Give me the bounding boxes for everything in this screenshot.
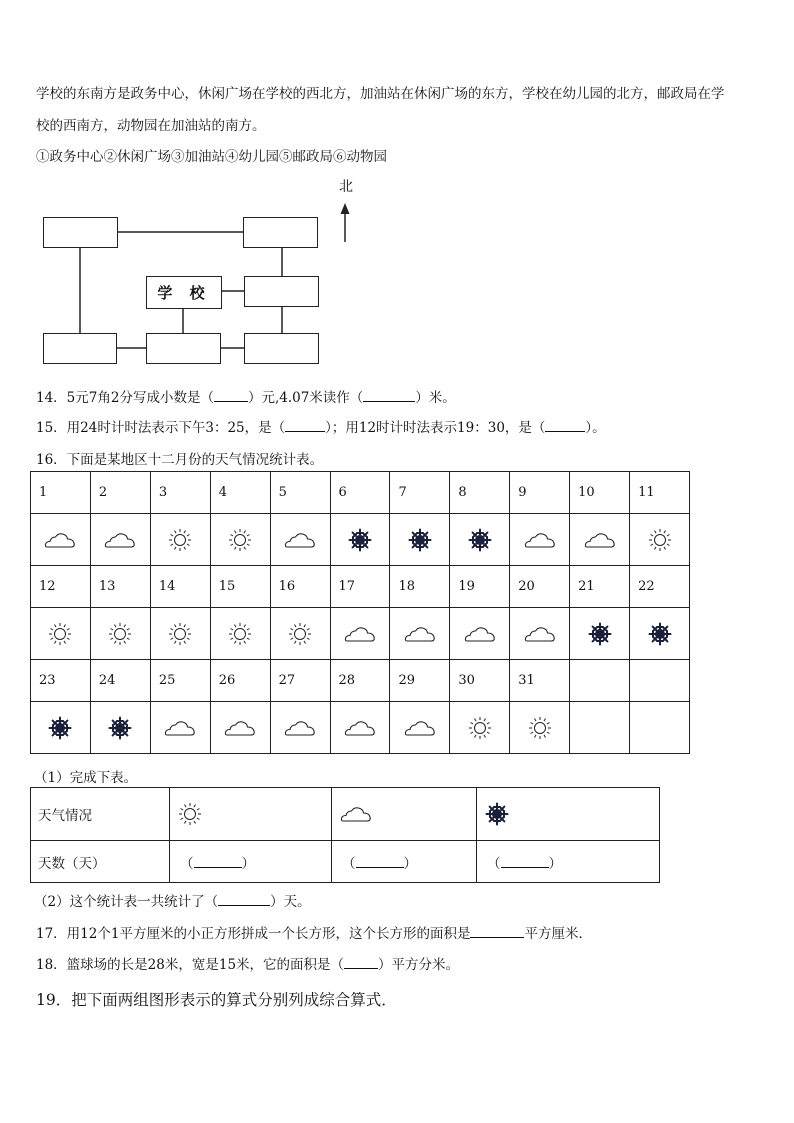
sub-question-2: （2）这个统计表一共统计了（ ）天。	[34, 894, 311, 910]
weather-cell	[330, 702, 390, 754]
weather-cell	[90, 702, 150, 754]
cloud-icon	[524, 529, 556, 551]
snowflake-icon	[468, 528, 492, 552]
weather-summary-table	[30, 787, 660, 883]
calendar-day-row	[31, 660, 690, 702]
summary-label-days: 天数（天）	[31, 841, 170, 883]
day-number-cell	[630, 660, 690, 702]
weather-cell	[150, 514, 210, 566]
question-17: 17．用12个1平方厘米的小正方形拼成一个长方形，这个长方形的面积是 平方厘米．	[36, 926, 592, 942]
day-number-cell: 3	[150, 472, 210, 514]
sun-icon	[228, 622, 252, 646]
day-number-cell: 2	[90, 472, 150, 514]
calendar-day-row	[31, 566, 690, 608]
day-number-cell: 17	[330, 566, 390, 608]
snowflake-icon	[408, 528, 432, 552]
snowflake-icon	[48, 716, 72, 740]
weather-cell	[270, 702, 330, 754]
summary-icon-cell	[332, 788, 477, 841]
calendar-weather-row	[31, 608, 690, 660]
day-number-cell: 19	[450, 566, 510, 608]
weather-cell	[570, 608, 630, 660]
intro-line-2: 校的西南方，动物园在加油站的南方。	[36, 118, 266, 134]
day-number-cell: 25	[150, 660, 210, 702]
weather-cell	[450, 514, 510, 566]
day-number-cell: 13	[90, 566, 150, 608]
sun-icon	[168, 528, 192, 552]
sun-icon	[48, 622, 72, 646]
answer-blank[interactable]	[363, 401, 415, 402]
weather-cell	[210, 702, 270, 754]
day-number-cell: 26	[210, 660, 270, 702]
day-number-cell: 23	[31, 660, 91, 702]
map-connectors	[0, 0, 794, 380]
cloud-icon	[344, 717, 376, 739]
weather-cell	[31, 608, 91, 660]
question-19: 19．把下面两组图形表示的算式分别列成综合算式．	[36, 991, 397, 1009]
summary-label-weather: 天气情况	[31, 788, 170, 841]
answer-blank[interactable]	[470, 937, 524, 938]
weather-calendar-table	[30, 471, 690, 754]
question-18: 18．篮球场的长是28米，宽是15米，它的面积是（ ）平方分米。	[36, 957, 460, 973]
weather-cell	[90, 514, 150, 566]
sun-icon	[648, 528, 672, 552]
day-number-cell: 24	[90, 660, 150, 702]
weather-cell	[210, 608, 270, 660]
day-number-cell: 31	[510, 660, 570, 702]
map-box-southeast	[244, 333, 319, 364]
weather-cell	[450, 608, 510, 660]
snow-weather-icon	[485, 806, 509, 822]
day-number-cell: 21	[570, 566, 630, 608]
cloud-icon	[284, 529, 316, 551]
weather-cell	[570, 514, 630, 566]
weather-cell	[450, 702, 510, 754]
summary-days-cell: （ ）	[332, 841, 477, 883]
day-number-cell: 11	[630, 472, 690, 514]
sun-icon	[108, 622, 132, 646]
school-box: 学 校	[146, 276, 222, 309]
weather-cell	[150, 702, 210, 754]
cloud-icon	[344, 623, 376, 645]
weather-cell	[390, 608, 450, 660]
day-number-cell: 27	[270, 660, 330, 702]
day-number-cell: 15	[210, 566, 270, 608]
answer-blank[interactable]	[501, 867, 549, 868]
weather-cell	[31, 702, 91, 754]
answer-blank[interactable]	[214, 401, 248, 402]
weather-cell	[150, 608, 210, 660]
sub-question-1: （1）完成下表。	[34, 770, 138, 786]
map-box-southwest	[43, 333, 117, 364]
sunny-weather-icon	[178, 806, 202, 822]
day-number-cell: 12	[31, 566, 91, 608]
day-number-cell: 8	[450, 472, 510, 514]
map-box-east	[244, 276, 319, 307]
weather-cell	[630, 514, 690, 566]
weather-cell	[90, 608, 150, 660]
answer-blank[interactable]	[545, 431, 585, 432]
weather-cell	[31, 514, 91, 566]
calendar-weather-row	[31, 702, 690, 754]
summary-days-cell: （ ）	[477, 841, 660, 883]
question-14: 14．5元7角2分写成小数是（ ）元,4.07米读作（ ）米。	[36, 390, 456, 406]
sun-icon	[178, 802, 202, 826]
cloud-icon	[524, 623, 556, 645]
weather-cell	[510, 608, 570, 660]
sun-icon	[528, 716, 552, 740]
weather-cell	[210, 514, 270, 566]
cloud-icon	[224, 717, 256, 739]
intro-line-1: 学校的东南方是政务中心，休闲广场在学校的西北方，加油站在休闲广场的东方，学校在幼儿园的北方，邮政局在学	[36, 86, 725, 102]
day-number-cell	[570, 660, 630, 702]
day-number-cell: 1	[31, 472, 91, 514]
sun-icon	[468, 716, 492, 740]
cloud-icon	[104, 529, 136, 551]
day-number-cell: 29	[390, 660, 450, 702]
summary-icon-cell	[170, 788, 332, 841]
day-number-cell: 30	[450, 660, 510, 702]
day-number-cell: 20	[510, 566, 570, 608]
snowflake-icon	[485, 802, 509, 826]
cloud-icon	[284, 717, 316, 739]
day-number-cell: 4	[210, 472, 270, 514]
weather-cell	[630, 608, 690, 660]
calendar-weather-row	[31, 514, 690, 566]
answer-blank[interactable]	[285, 431, 325, 432]
day-number-cell: 14	[150, 566, 210, 608]
day-number-cell: 28	[330, 660, 390, 702]
answer-blank[interactable]	[344, 968, 378, 969]
weather-cell	[630, 702, 690, 754]
day-number-cell: 9	[510, 472, 570, 514]
weather-cell	[270, 608, 330, 660]
summary-days-cell: （ ）	[170, 841, 332, 883]
weather-cell	[390, 514, 450, 566]
weather-cell	[510, 702, 570, 754]
day-number-cell: 16	[270, 566, 330, 608]
weather-cell	[270, 514, 330, 566]
snowflake-icon	[648, 622, 672, 646]
map-box-northeast	[243, 217, 318, 248]
day-number-cell: 18	[390, 566, 450, 608]
summary-icon-cell	[477, 788, 660, 841]
sun-icon	[168, 622, 192, 646]
cloud-icon	[164, 717, 196, 739]
weather-cell	[390, 702, 450, 754]
cloud-icon	[584, 529, 616, 551]
weather-cell	[570, 702, 630, 754]
calendar-day-row	[31, 472, 690, 514]
snowflake-icon	[348, 528, 372, 552]
answer-blank[interactable]	[356, 867, 404, 868]
sun-icon	[288, 622, 312, 646]
day-number-cell: 10	[570, 472, 630, 514]
day-number-cell: 6	[330, 472, 390, 514]
snowflake-icon	[108, 716, 132, 740]
day-number-cell: 22	[630, 566, 690, 608]
weather-cell	[330, 514, 390, 566]
answer-blank[interactable]	[194, 867, 242, 868]
answer-blank[interactable]	[218, 905, 270, 906]
weather-cell	[510, 514, 570, 566]
cloud-icon	[404, 623, 436, 645]
question-16-intro: 16．下面是某地区十二月份的天气情况统计表。	[36, 452, 324, 468]
weather-cell	[330, 608, 390, 660]
map-box-south	[146, 333, 221, 364]
cloudy-weather-icon	[340, 806, 372, 822]
cloud-icon	[44, 529, 76, 551]
question-15: 15．用24时计时法表示下午3：25，是（ ）；用12时计时法表示19：30，是（ ）。	[36, 420, 606, 436]
cloud-icon	[404, 717, 436, 739]
day-number-cell: 7	[390, 472, 450, 514]
snowflake-icon	[588, 622, 612, 646]
north-arrow-icon	[341, 203, 350, 214]
sun-icon	[228, 528, 252, 552]
day-number-cell: 5	[270, 472, 330, 514]
cloud-icon	[464, 623, 496, 645]
north-label: 北	[339, 179, 353, 195]
options-line: ①政务中心②休闲广场③加油站④幼儿园⑤邮政局⑥动物园	[36, 149, 387, 165]
map-box-northwest	[43, 217, 118, 248]
cloud-icon	[340, 803, 372, 825]
